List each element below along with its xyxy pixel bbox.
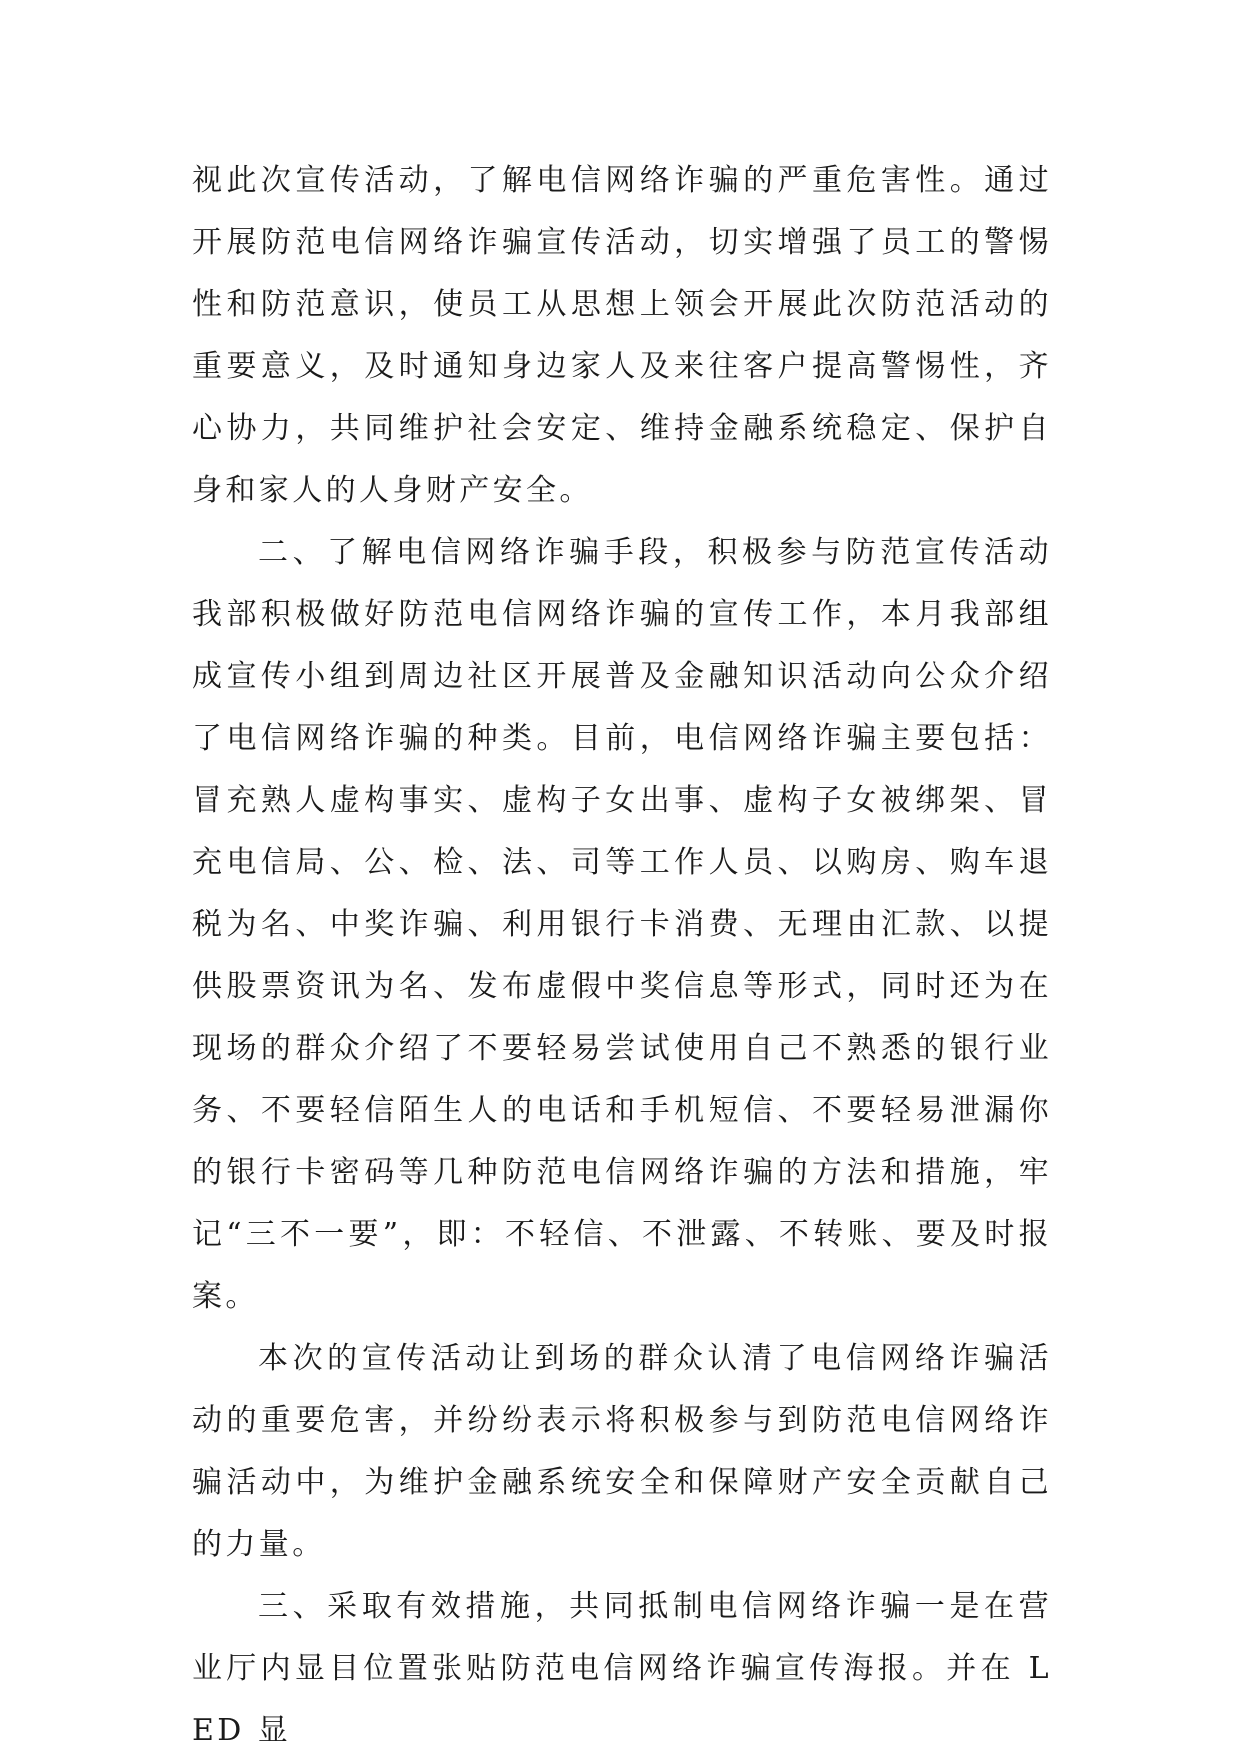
document-page	[192, 150, 1052, 1762]
paragraph-2: 二、了解电信网络诈骗手段，积极参与防范宣传活动我部积极做好防范电信网络诈骗的宣传工作，本月我部组成宣传小组到周边社区开展普及金融知识活动向公众介绍了电信网络诈骗的种类。目前，电信网络诈骗主要包括：冒充熟人虚构事实、虚构子女出事、虚构子女被绑架、冒充电信局、公、检、法、司等工作人员、以购房、购车退税为名、中奖诈骗、利用银行卡消费、无理由汇款、以提供股票资讯为名、发布虚假中奖信息等形式，同时还为在现场的群众介绍了不要轻易尝试使用自己不熟悉的银行业务、不要轻信陌生人的电话和手机短信、不要轻易泄漏你的银行卡密码等几种防范电信网络诈骗的方法和措施，牢记“三不一要”，即：不轻信、不泄露、不转账、要及时报案。	[192, 535, 1052, 1314]
paragraph-3: 本次的宣传活动让到场的群众认清了电信网络诈骗活动的重要危害，并纷纷表示将积极参与到防范电信网络诈骗活动中，为维护金融系统安全和保障财产安全贡献自己的力量。	[192, 1341, 1052, 1562]
paragraph-4: 三、采取有效措施，共同抵制电信网络诈骗一是在营业厅内显目位置张贴防范电信网络诈骗宣传海报。并在 LED 显	[192, 1589, 1052, 1748]
paragraph-1: 视此次宣传活动，了解电信网络诈骗的严重危害性。通过开展防范电信网络诈骗宣传活动，切实增强了员工的警惕性和防范意识，使员工从思想上领会开展此次防范活动的重要意义，及时通知身边家人及来往客户提高警惕性，齐心协力，共同维护社会安定、维持金融系统稳定、保护自身和家人的人身财产安全。	[192, 163, 1052, 508]
